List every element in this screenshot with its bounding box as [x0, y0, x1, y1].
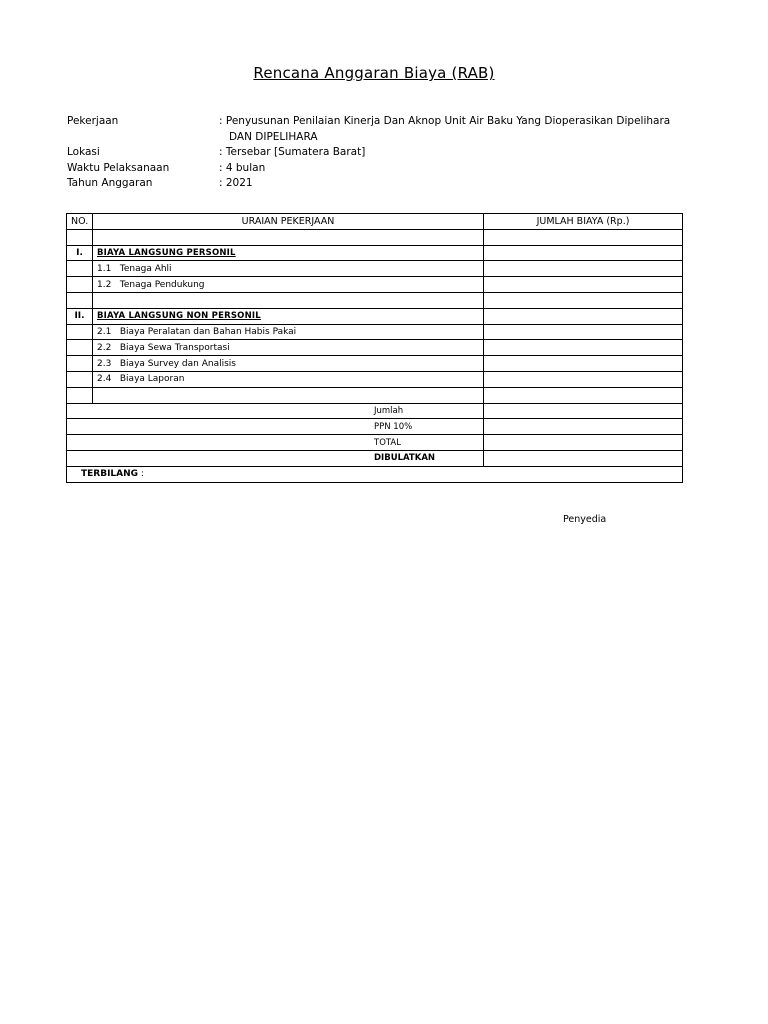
section-no: I.: [67, 245, 93, 261]
section-title: BIAYA LANGSUNG NON PERSONIL: [97, 311, 261, 322]
item-number: 1.2: [97, 279, 112, 290]
table-row: [67, 277, 683, 293]
info-value: : 2021: [219, 177, 253, 189]
info-value: : Tersebar [Sumatera Barat]: [219, 146, 366, 158]
item-label: Tenaga Ahli: [119, 263, 172, 274]
header-uraian: URAIAN PEKERJAAN: [93, 214, 484, 230]
terbilang-row: [67, 466, 683, 482]
table-row: [67, 356, 683, 372]
item-label: Biaya Peralatan dan Bahan Habis Pakai: [119, 326, 297, 337]
table-row: [67, 371, 683, 387]
summary-row-dibulatkan: [67, 450, 683, 466]
table-row: [67, 261, 683, 277]
info-value: : 4 bulan: [219, 161, 266, 174]
summary-label: Jumlah: [67, 403, 484, 419]
summary-label: DIBULATKAN: [67, 450, 484, 466]
summary-label: PPN 10%: [67, 419, 484, 435]
budget-table: [66, 213, 683, 483]
document-title: Rencana Anggaran Biaya (RAB): [253, 64, 495, 82]
table-row: [67, 324, 683, 340]
item-number: 2.4: [97, 374, 112, 385]
info-value: : Penyusunan Penilaian Kinerja Dan Aknop Unit Air Baku Yang Dioperasikan Dipelihara: [219, 115, 671, 127]
section-no: II.: [67, 308, 93, 324]
item-number: 2.3: [97, 358, 112, 369]
info-label: Waktu Pelaksanaan: [67, 161, 170, 174]
item-label: Tenaga Pendukung: [119, 279, 205, 290]
info-label: Pekerjaan: [67, 115, 119, 127]
table-row-empty: [67, 387, 683, 403]
terbilang-colon: :: [138, 469, 144, 480]
table-row-section: [67, 308, 683, 324]
table-row-empty: [67, 292, 683, 308]
item-label: Biaya Sewa Transportasi: [119, 342, 230, 353]
table-row-section: [67, 245, 683, 261]
header-no: NO.: [67, 214, 93, 230]
terbilang-label: TERBILANG: [81, 469, 139, 480]
item-label: Biaya Laporan: [119, 374, 185, 385]
item-number: 2.1: [97, 326, 112, 337]
info-value: DAN DIPELIHARA: [219, 130, 318, 143]
table-row-empty: [67, 229, 683, 245]
item-label: Biaya Survey dan Analisis: [119, 358, 236, 369]
info-label: Lokasi: [67, 146, 100, 158]
penyedia-label: Penyedia: [563, 514, 607, 525]
summary-label: TOTAL: [67, 435, 484, 451]
summary-row-total: [67, 435, 683, 451]
item-number: 2.2: [97, 342, 112, 353]
summary-row-jumlah: [67, 403, 683, 419]
header-jumlah: JUMLAH BIAYA (Rp.): [484, 214, 683, 230]
info-label: Tahun Anggaran: [67, 177, 153, 189]
summary-row-ppn: [67, 419, 683, 435]
table-header-row: [67, 214, 683, 230]
section-title: BIAYA LANGSUNG PERSONIL: [97, 247, 236, 258]
table-row: [67, 340, 683, 356]
item-number: 1.1: [97, 263, 112, 274]
